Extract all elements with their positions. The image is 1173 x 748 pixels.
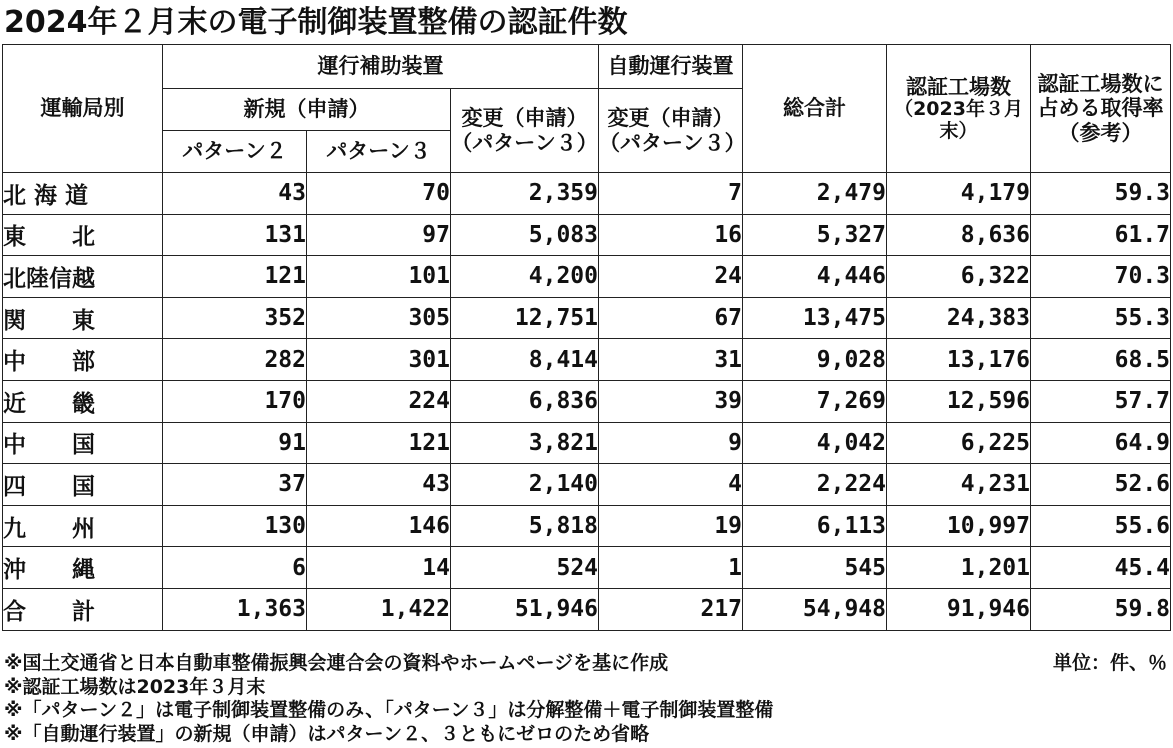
table-body [3, 173, 1171, 631]
rate-cell: 61.7 [1031, 214, 1171, 256]
table-row [3, 380, 1171, 422]
region-cell: 中 部 [3, 339, 163, 381]
region-cell: 東 北 [3, 214, 163, 256]
jidou-cell: 217 [599, 588, 743, 630]
jidou-cell: 4 [599, 464, 743, 506]
header-henkou-jidou-line1: 変更（申請） [607, 106, 734, 131]
certification-table [2, 44, 1171, 631]
p3-cell: 1,422 [307, 588, 451, 630]
p3-cell: 70 [307, 173, 451, 215]
jidou-cell: 7 [599, 173, 743, 215]
factories-cell: 6,225 [887, 422, 1031, 464]
rate-cell: 64.9 [1031, 422, 1171, 464]
henkou-cell: 5,818 [451, 505, 599, 547]
p3-cell: 14 [307, 547, 451, 589]
p2-cell: 282 [163, 339, 307, 381]
henkou-cell: 2,359 [451, 173, 599, 215]
p2-cell: 170 [163, 380, 307, 422]
jidou-cell: 24 [599, 256, 743, 298]
page-title: 2024年２月末の電子制御装置整備の認証件数 [4, 5, 628, 40]
region-cell: 北 海 道 [3, 173, 163, 215]
p3-cell: 305 [307, 297, 451, 339]
p3-cell: 224 [307, 380, 451, 422]
factories-cell: 13,176 [887, 339, 1031, 381]
rate-cell: 59.3 [1031, 173, 1171, 215]
factories-cell: 4,179 [887, 173, 1031, 215]
header-rate-line3: （参考） [1058, 120, 1143, 145]
header-rate [1031, 45, 1171, 173]
p2-cell: 1,363 [163, 588, 307, 630]
jidou-cell: 19 [599, 505, 743, 547]
note-line: ※認証工場数は2023年３月末 [4, 675, 266, 698]
p2-cell: 121 [163, 256, 307, 298]
henkou-cell: 5,083 [451, 214, 599, 256]
factories-cell: 91,946 [887, 588, 1031, 630]
header-henkou-unten-line1: 変更（申請） [461, 106, 588, 131]
header-pattern2: パターン２ [163, 131, 307, 173]
henkou-cell: 51,946 [451, 588, 599, 630]
jidou-cell: 39 [599, 380, 743, 422]
p3-cell: 146 [307, 505, 451, 547]
henkou-cell: 3,821 [451, 422, 599, 464]
table-row [3, 588, 1171, 630]
table-row [3, 339, 1171, 381]
table-row [3, 547, 1171, 589]
p2-cell: 43 [163, 173, 307, 215]
total-cell: 5,327 [743, 214, 887, 256]
region-cell: 四 国 [3, 464, 163, 506]
region-cell: 合 計 [3, 588, 163, 630]
jidou-cell: 31 [599, 339, 743, 381]
header-factories-label: 認証工場数 [906, 74, 1012, 99]
p2-cell: 130 [163, 505, 307, 547]
henkou-cell: 12,751 [451, 297, 599, 339]
region-cell: 九 州 [3, 505, 163, 547]
p2-cell: 131 [163, 214, 307, 256]
factories-cell: 4,231 [887, 464, 1031, 506]
region-cell: 沖 縄 [3, 547, 163, 589]
note-line: ※「パターン２」は電子制御装置整備のみ、「パターン３」は分解整備＋電子制御装置整備 [4, 699, 774, 721]
table-row [3, 422, 1171, 464]
header-henkou-unten-line2: （パターン３） [451, 130, 598, 155]
region-cell: 近 畿 [3, 380, 163, 422]
factories-cell: 6,322 [887, 256, 1031, 298]
rate-cell: 68.5 [1031, 339, 1171, 381]
p2-cell: 6 [163, 547, 307, 589]
region-cell: 関 東 [3, 297, 163, 339]
header-henkou-unten [451, 89, 599, 173]
rate-cell: 57.7 [1031, 380, 1171, 422]
header-factories-date: （2023年３月末） [894, 97, 1023, 142]
total-cell: 6,113 [743, 505, 887, 547]
henkou-cell: 6,836 [451, 380, 599, 422]
henkou-cell: 4,200 [451, 256, 599, 298]
total-cell: 2,224 [743, 464, 887, 506]
footnotes [4, 652, 1169, 746]
p2-cell: 37 [163, 464, 307, 506]
region-cell: 北陸信越 [3, 256, 163, 298]
rate-cell: 55.3 [1031, 297, 1171, 339]
header-region: 運輸局別 [3, 45, 163, 173]
table-row [3, 214, 1171, 256]
jidou-cell: 9 [599, 422, 743, 464]
table-row [3, 173, 1171, 215]
factories-cell: 8,636 [887, 214, 1031, 256]
p3-cell: 301 [307, 339, 451, 381]
rate-cell: 55.6 [1031, 505, 1171, 547]
header-factories [887, 45, 1031, 173]
p3-cell: 43 [307, 464, 451, 506]
jidou-cell: 16 [599, 214, 743, 256]
jidou-cell: 67 [599, 297, 743, 339]
rate-cell: 70.3 [1031, 256, 1171, 298]
header-rate-line1: 認証工場数に [1037, 72, 1164, 97]
p3-cell: 97 [307, 214, 451, 256]
factories-cell: 12,596 [887, 380, 1031, 422]
p2-cell: 352 [163, 297, 307, 339]
header-henkou-jidou [599, 89, 746, 173]
rate-cell: 45.4 [1031, 547, 1171, 589]
factories-cell: 1,201 [887, 547, 1031, 589]
total-cell: 545 [743, 547, 887, 589]
header-unten: 運行補助装置 [163, 45, 599, 89]
total-cell: 7,269 [743, 380, 887, 422]
table-row [3, 505, 1171, 547]
unit-label: 単位：件、％ [1052, 652, 1167, 674]
total-cell: 54,948 [743, 588, 887, 630]
note-line: ※「自動運行装置」の新規（申請）はパターン２、３ともにゼロのため省略 [4, 722, 650, 745]
total-cell: 4,446 [743, 256, 887, 298]
header-rate-line2: 占める取得率 [1037, 96, 1164, 121]
henkou-cell: 8,414 [451, 339, 599, 381]
region-cell: 中 国 [3, 422, 163, 464]
header-pattern3: パターン３ [307, 131, 451, 173]
p2-cell: 91 [163, 422, 307, 464]
henkou-cell: 524 [451, 547, 599, 589]
p3-cell: 101 [307, 256, 451, 298]
header-shinki: 新規（申請） [163, 89, 451, 131]
table-row [3, 256, 1171, 298]
total-cell: 2,479 [743, 173, 887, 215]
factories-cell: 24,383 [887, 297, 1031, 339]
p3-cell: 121 [307, 422, 451, 464]
factories-cell: 10,997 [887, 505, 1031, 547]
table-row [3, 464, 1171, 506]
total-cell: 9,028 [743, 339, 887, 381]
rate-cell: 59.8 [1031, 588, 1171, 630]
henkou-cell: 2,140 [451, 464, 599, 506]
total-cell: 13,475 [743, 297, 887, 339]
header-jidou: 自動運行装置 [599, 45, 743, 89]
rate-cell: 52.6 [1031, 464, 1171, 506]
jidou-cell: 1 [599, 547, 743, 589]
header-total: 総合計 [743, 45, 887, 173]
note-line: ※国土交通省と日本自動車整備振興会連合会の資料やホームページを基に作成 [4, 652, 669, 674]
table-row [3, 297, 1171, 339]
header-henkou-jidou-line2: （パターン３） [599, 130, 746, 155]
total-cell: 4,042 [743, 422, 887, 464]
